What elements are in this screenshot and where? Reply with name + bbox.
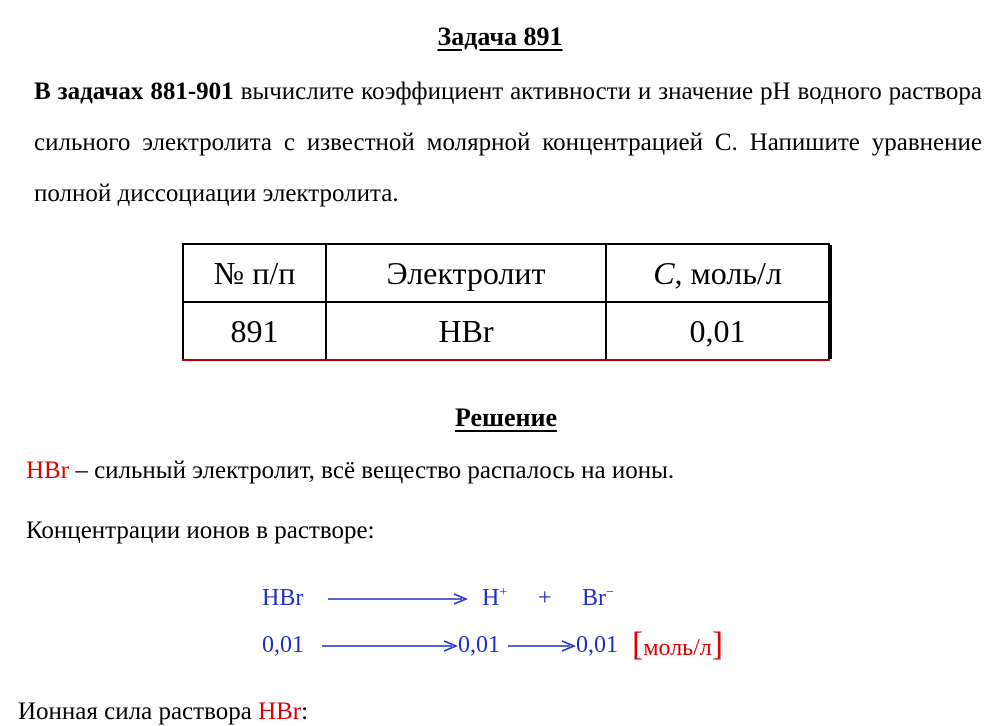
eq-cation — [482, 585, 507, 612]
table-row — [183, 302, 829, 360]
line3-text: Ионная сила раствора — [18, 698, 259, 725]
eq-arrow-2 — [322, 639, 458, 653]
eq-arrow-3 — [508, 639, 576, 653]
solution-line-3 — [18, 698, 308, 726]
unit-text: моль/л — [643, 635, 712, 661]
eq-unit — [632, 626, 723, 664]
bracket-close: ] — [711, 626, 724, 663]
eq-anion — [582, 585, 614, 612]
cell-number: 891 — [183, 302, 326, 360]
header-concentration-symbol: С — [653, 254, 675, 291]
task-title: Задача 891 — [437, 22, 563, 51]
cell-concentration: 0,01 — [606, 302, 829, 360]
eq-conc-anion: 0,01 — [576, 632, 618, 658]
eq-cation-charge: + — [499, 585, 508, 600]
eq-arrow-1 — [328, 592, 468, 606]
table-header-row — [183, 244, 829, 302]
header-concentration-unit: , моль/л — [674, 254, 782, 291]
solution-line-1 — [26, 457, 674, 485]
task-statement — [34, 66, 982, 219]
header-number: № п/п — [183, 244, 326, 302]
solution-line-2: Концентрации ионов в растворе: — [26, 517, 375, 544]
task-range: В задачах 881-901 — [34, 78, 234, 105]
task-text: вычислите коэффициент активности и значение рН водного раствора сильного электролита с известной молярной концентрацией С. Напишите уравнение полной диссоциации электролита. — [34, 78, 982, 207]
bracket-open: [ — [632, 626, 644, 663]
eq-reactant: HBr — [262, 585, 304, 611]
eq-plus: + — [538, 585, 552, 611]
eq-cation-symbol: H — [482, 585, 500, 611]
eq-conc-cation: 0,01 — [458, 632, 500, 658]
line3-colon: : — [301, 698, 309, 725]
header-electrolyte: Электролит — [326, 244, 606, 302]
eq-anion-charge: − — [606, 585, 614, 600]
table-shadow — [829, 245, 832, 359]
cell-electrolyte: HBr — [326, 302, 606, 360]
eq-anion-symbol: Br — [582, 585, 606, 611]
eq-conc-reactant: 0,01 — [262, 632, 304, 658]
solution-heading: Решение — [454, 403, 558, 432]
formula-hbr: HBr — [26, 457, 70, 484]
header-concentration — [606, 244, 829, 302]
line3-formula: HBr — [258, 698, 302, 725]
data-table — [182, 243, 830, 361]
line1-text: – сильный электролит, всё вещество распалось на ионы. — [69, 457, 675, 484]
